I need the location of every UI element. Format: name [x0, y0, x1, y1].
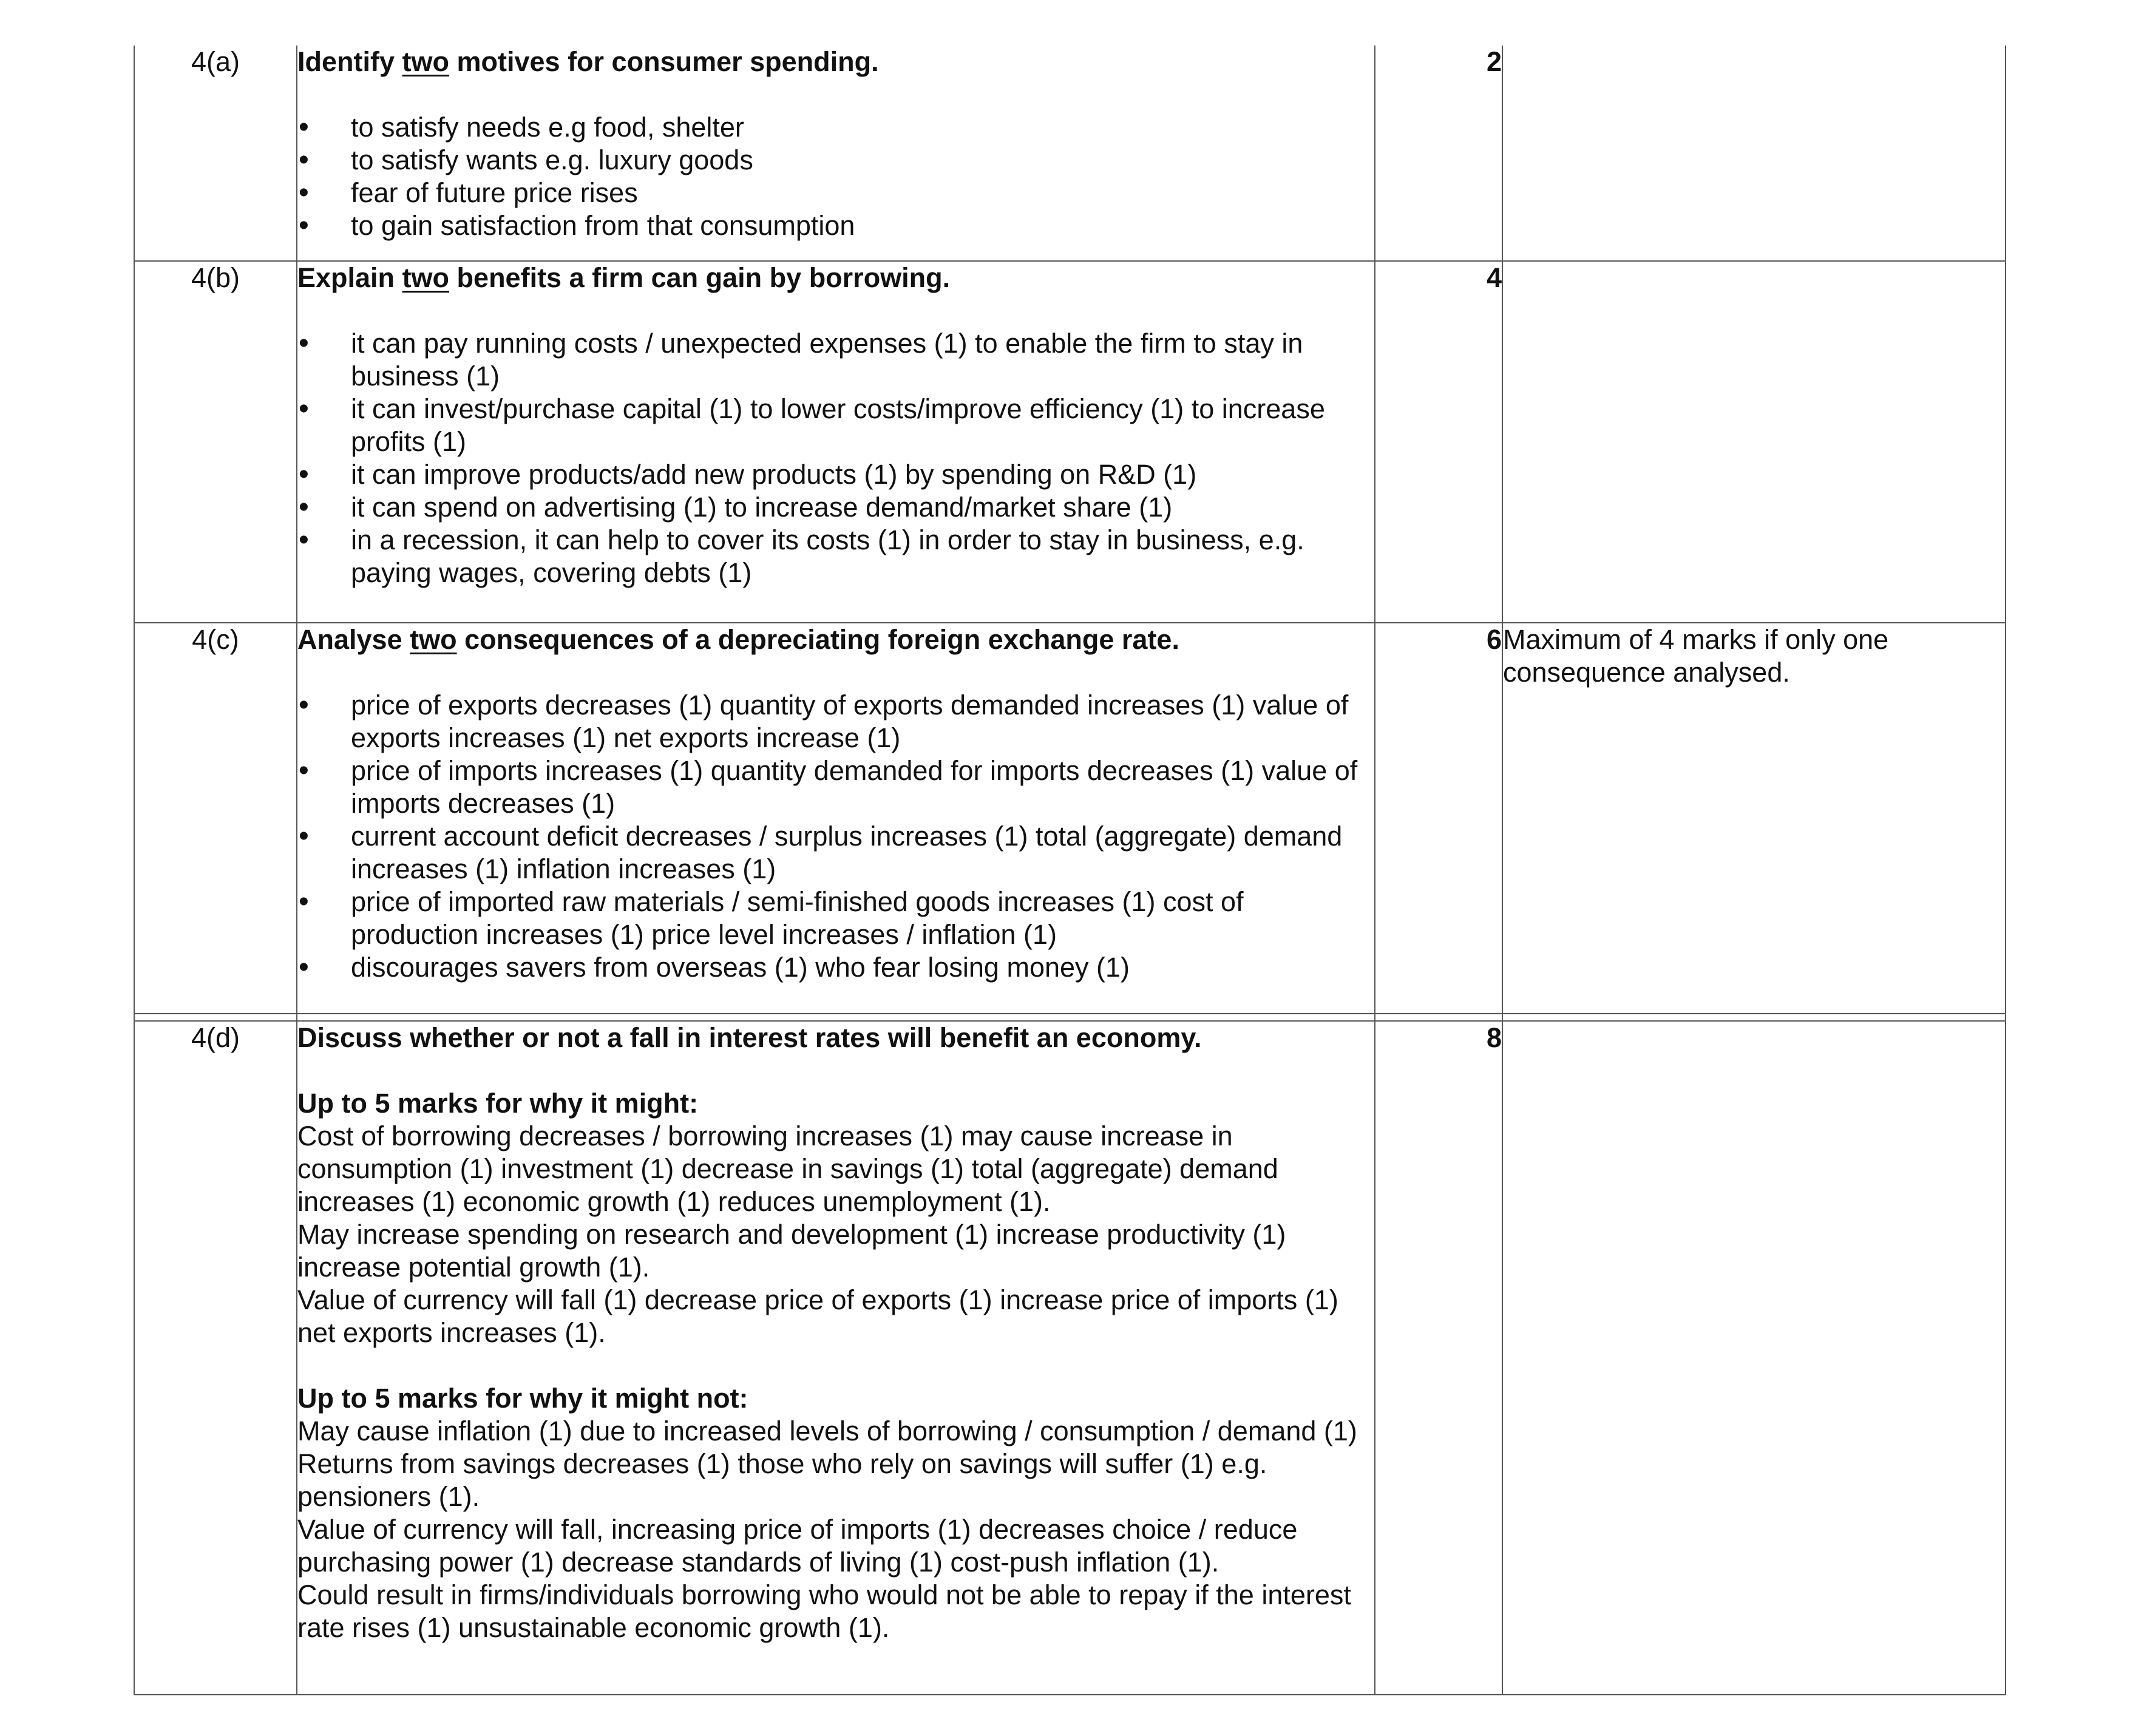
answer-point: • to gain satisfaction from that consumption [297, 209, 1374, 242]
answer-paragraph: Value of currency will fall, increasing price of imports (1) decreases choice / reduce purchasing power (1) decrease standards of living (1) cost-push inflation (1). [297, 1514, 1298, 1578]
question-marks: 2 [1375, 46, 1502, 261]
guidance-cell [1502, 1021, 2006, 1695]
question-answer-cell [297, 1021, 1375, 1695]
answer-point: • it can invest/purchase capital (1) to lower costs/improve efficiency (1) to increase profits (1) [297, 393, 1374, 458]
question-title: Discuss whether or not a fall in interest rates will benefit an economy. [297, 1022, 1202, 1053]
question-number: 4(d) [134, 1021, 297, 1695]
answer-paragraph: Cost of borrowing decreases / borrowing increases (1) may cause increase in consumption (1) investment (1) decrease in savings (1) total (aggregate) demand increases (1) economic growth (1) reduces unemployment (1). [297, 1121, 1278, 1217]
answer-paragraph: Returns from savings decreases (1) those who rely on savings will suffer (1) e.g. pensioners (1). [297, 1448, 1267, 1512]
answer-point: • price of exports decreases (1) quantity of exports demanded increases (1) value of exports increases (1) net exports increase (1) [297, 689, 1374, 754]
question-marks: 4 [1375, 261, 1502, 623]
question-title: Explain two benefits a firm can gain by borrowing. [297, 262, 951, 293]
answer-paragraph: May increase spending on research and development (1) increase productivity (1) increase potential growth (1). [297, 1219, 1286, 1283]
question-title: Analyse two consequences of a depreciating foreign exchange rate. [297, 624, 1179, 655]
spacer [297, 1349, 1374, 1382]
separator-cell [134, 1014, 297, 1021]
answer-point: • to satisfy wants e.g. luxury goods [297, 144, 1374, 177]
answer-points [297, 327, 1374, 589]
guidance-cell [1502, 46, 2006, 261]
question-row-4c [134, 623, 2006, 1014]
mark-scheme-table [134, 46, 2006, 1695]
question-row-4d [134, 1021, 2006, 1695]
answer-point: • price of imported raw materials / semi-finished goods increases (1) cost of production increases (1) price level increases / inflation (1) [297, 886, 1374, 951]
question-answer-cell [297, 46, 1375, 261]
answer-points [297, 111, 1374, 242]
separator-cell [1375, 1014, 1502, 1021]
question-marks: 8 [1375, 1021, 1502, 1695]
row-separator [134, 1014, 2006, 1021]
answer-points [297, 689, 1374, 984]
question-answer-cell [297, 261, 1375, 623]
answer-point: • price of imports increases (1) quantity demanded for imports decreases (1) value of imports decreases (1) [297, 754, 1374, 820]
answer-paragraph: Value of currency will fall (1) decrease price of exports (1) increase price of imports (1) net exports increases (1). [297, 1284, 1338, 1348]
guidance-cell [1502, 261, 2006, 623]
answer-point: • it can spend on advertising (1) to increase demand/market share (1) [297, 491, 1374, 524]
question-marks: 6 [1375, 623, 1502, 1014]
question-row-4a [134, 46, 2006, 261]
might-not-heading: Up to 5 marks for why it might not: [297, 1383, 748, 1414]
answer-point: • it can pay running costs / unexpected expenses (1) to enable the firm to stay in business (1) [297, 327, 1374, 393]
separator-cell [297, 1014, 1375, 1021]
answer-paragraph: May cause inflation (1) due to increased levels of borrowing / consumption / demand (1) [297, 1416, 1357, 1446]
question-number: 4(a) [134, 46, 297, 261]
guidance-cell: Maximum of 4 marks if only one consequence analysed. [1502, 623, 2006, 1014]
question-number: 4(b) [134, 261, 297, 623]
spacer [297, 1054, 1374, 1087]
question-answer-cell [297, 623, 1375, 1014]
answer-point: • in a recession, it can help to cover its costs (1) in order to stay in business, e.g. paying wages, covering debts (1) [297, 524, 1374, 589]
answer-point: • discourages savers from overseas (1) who fear losing money (1) [297, 951, 1374, 984]
mark-scheme-page [134, 0, 2005, 1736]
might-heading: Up to 5 marks for why it might: [297, 1088, 699, 1119]
question-number: 4(c) [134, 623, 297, 1014]
question-title: Identify two motives for consumer spending. [297, 46, 879, 77]
answer-paragraph: Could result in firms/individuals borrowing who would not be able to repay if the interest rate rises (1) unsustainable economic growth (1). [297, 1579, 1351, 1643]
separator-cell [1502, 1014, 2006, 1021]
question-row-4b [134, 261, 2006, 623]
answer-point: • fear of future price rises [297, 177, 1374, 209]
answer-point: • to satisfy needs e.g food, shelter [297, 111, 1374, 144]
answer-point: • it can improve products/add new products (1) by spending on R&D (1) [297, 458, 1374, 491]
answer-point: • current account deficit decreases / surplus increases (1) total (aggregate) demand increases (1) inflation increases (1) [297, 820, 1374, 886]
